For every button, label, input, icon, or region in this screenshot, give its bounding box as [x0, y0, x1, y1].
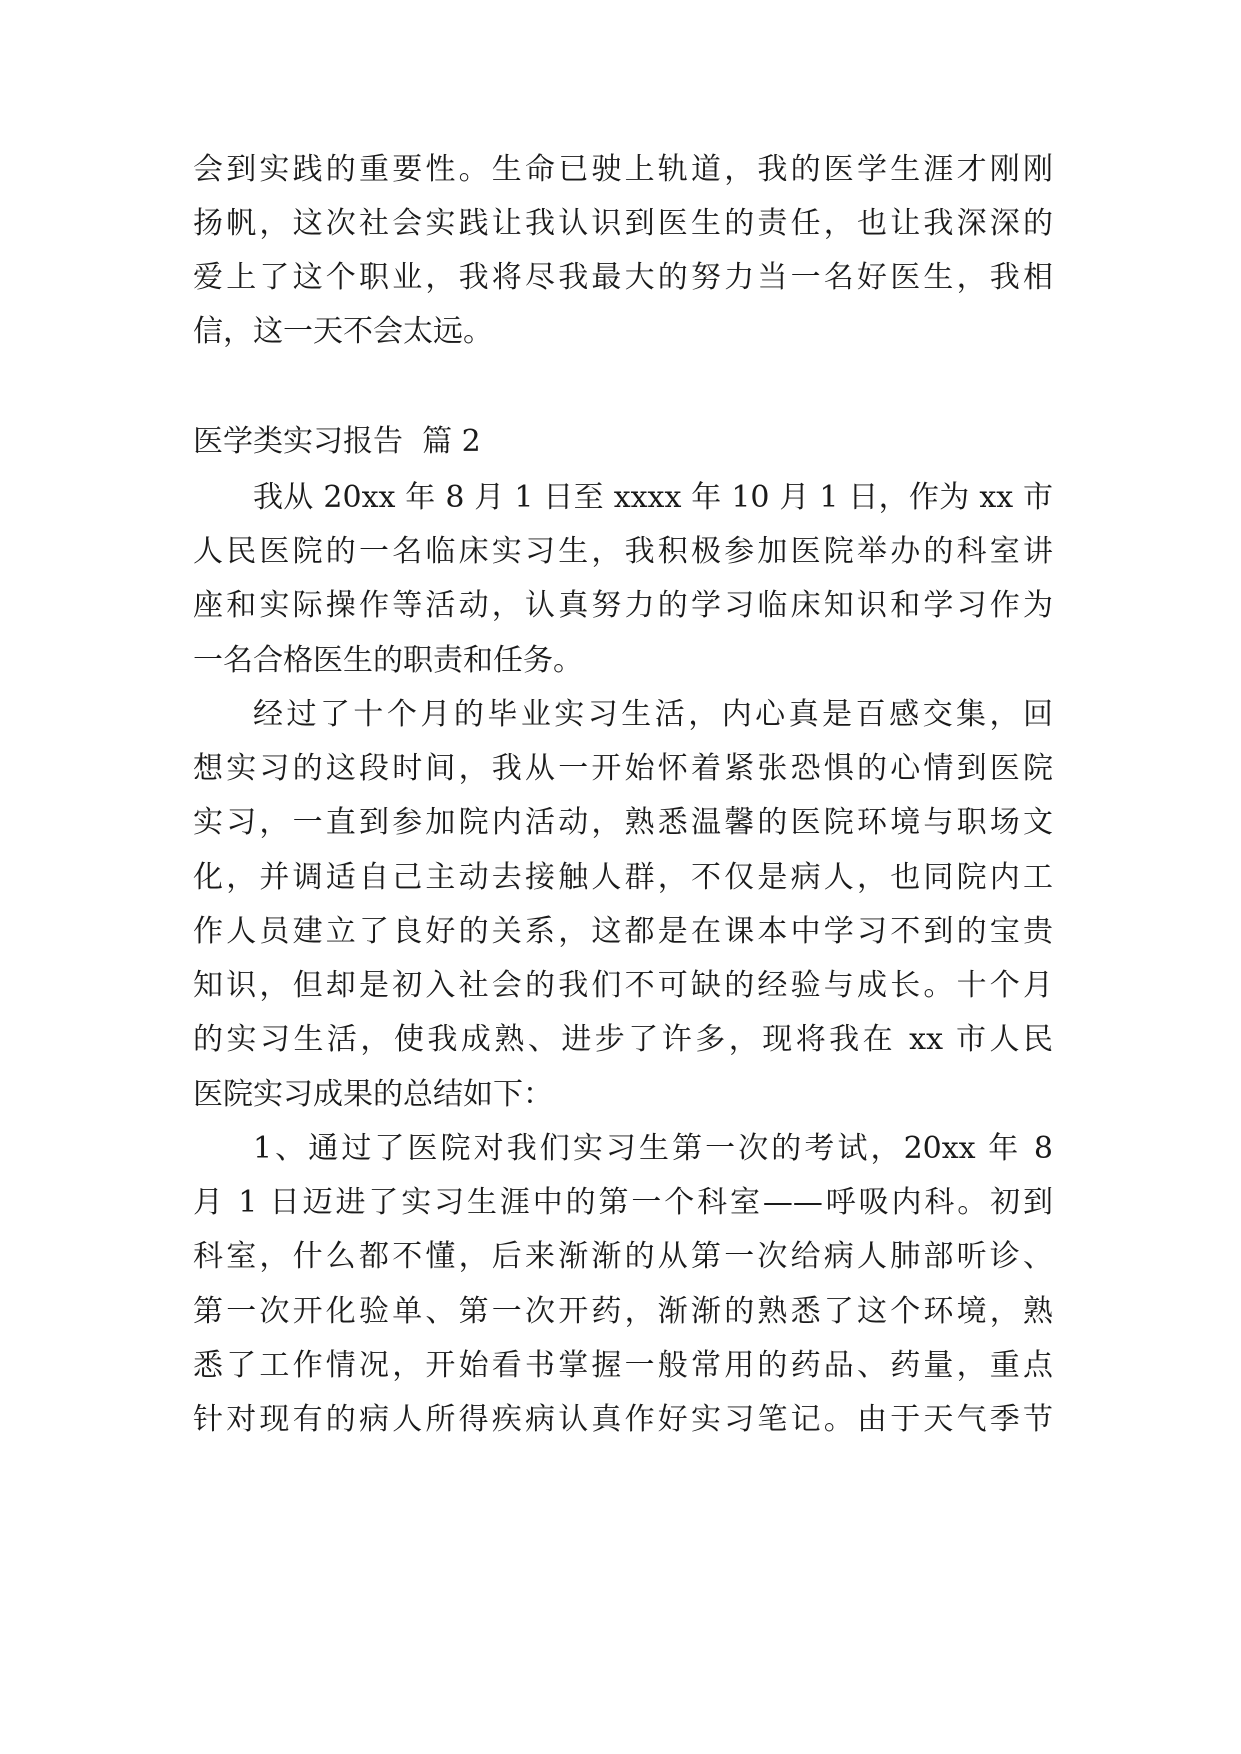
paragraph-line: 1、通过了医院对我们实习生第一次的考试，20xx 年 8	[253, 1131, 1053, 1166]
paragraph-line: 座和实际操作等活动，认真努力的学习临床知识和学习作为	[193, 588, 1053, 623]
paragraph-line: 医院实习成果的总结如下：	[193, 1077, 553, 1112]
paragraph-line: 月 1 日迈进了实习生涯中的第一个科室——呼吸内科。初到	[193, 1185, 1053, 1220]
paragraph-line: 信，这一天不会太远。	[193, 314, 493, 349]
paragraph-line: 科室，什么都不懂，后来渐渐的从第一次给病人肺部听诊、	[193, 1239, 1053, 1274]
paragraph-line: 人民医院的一名临床实习生，我积极参加医院举办的科室讲	[193, 534, 1053, 569]
paragraph-line: 第一次开化验单、第一次开药，渐渐的熟悉了这个环境，熟	[193, 1294, 1053, 1329]
paragraph-line: 悉了工作情况，开始看书掌握一般常用的药品、药量，重点	[193, 1348, 1053, 1383]
paragraph-line: 作人员建立了良好的关系，这都是在课本中学习不到的宝贵	[193, 914, 1053, 949]
paragraph-line: 的实习生活，使我成熟、进步了许多，现将我在 xx 市人民	[193, 1022, 1053, 1057]
paragraph-line: 化，并调适自己主动去接触人群，不仅是病人，也同院内工	[193, 860, 1053, 895]
paragraph-line: 想实习的这段时间，我从一开始怀着紧张恐惧的心情到医院	[193, 751, 1053, 786]
paragraph-line: 扬帆，这次社会实践让我认识到医生的责任，也让我深深的	[193, 206, 1053, 241]
paragraph-line: 实习，一直到参加院内活动，熟悉温馨的医院环境与职场文	[193, 805, 1053, 840]
paragraph-line: 一名合格医生的职责和任务。	[193, 643, 583, 678]
paragraph-line: 会到实践的重要性。生命已驶上轨道，我的医学生涯才刚刚	[193, 152, 1053, 187]
paragraph-line: 经过了十个月的毕业实习生活，内心真是百感交集，回	[253, 697, 1053, 732]
section-heading: 医学类实习报告 篇 2	[193, 424, 481, 459]
paragraph-line: 爱上了这个职业，我将尽我最大的努力当一名好医生，我相	[193, 260, 1053, 295]
paragraph-line: 我从 20xx 年 8 月 1 日至 xxxx 年 10 月 1 日，作为 xx 市	[253, 480, 1053, 515]
paragraph-line: 知识，但却是初入社会的我们不可缺的经验与成长。十个月	[193, 968, 1053, 1003]
paragraph-line: 针对现有的病人所得疾病认真作好实习笔记。由于天气季节	[193, 1402, 1053, 1437]
